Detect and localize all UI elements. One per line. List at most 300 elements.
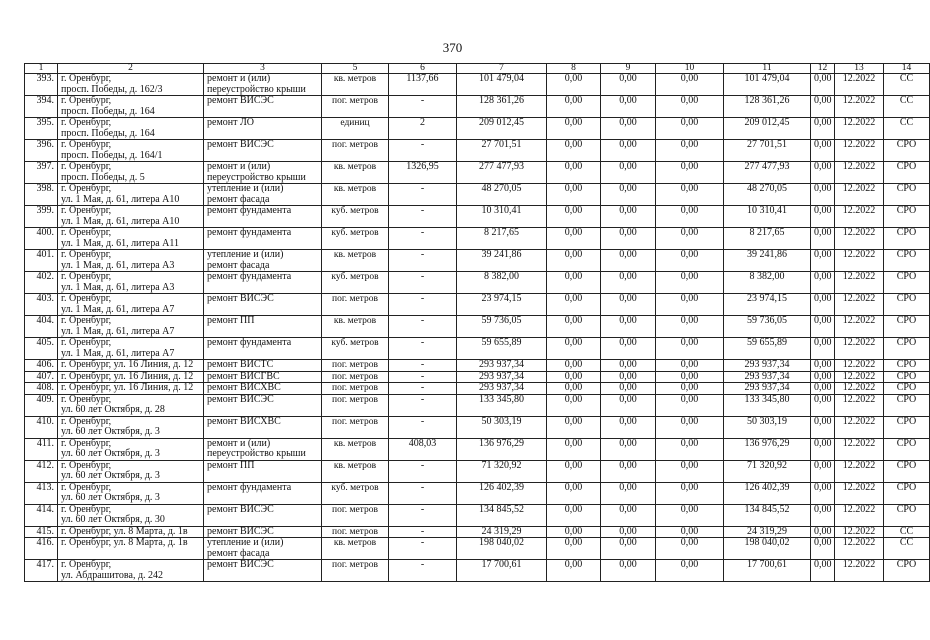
work-type-cell <box>204 140 322 162</box>
quantity-cell: - <box>389 294 457 316</box>
funding-cell: 0,00 <box>547 504 601 526</box>
unit-cell: куб. метров <box>322 482 389 504</box>
address-line: ул. 1 Мая, д. 61, литера А10 <box>61 193 180 205</box>
work-type-cell <box>204 96 322 118</box>
funding-cell: 0,00 <box>811 250 835 272</box>
column-number-row <box>25 64 930 74</box>
total-cost-cell: 17 700,61 <box>457 560 547 582</box>
column-header: 13 <box>835 64 884 74</box>
row-number-cell: 407. <box>25 371 58 383</box>
funding-cell: 0,00 <box>547 538 601 560</box>
column-header: 7 <box>457 64 547 74</box>
address-line: г. Оренбург, <box>61 315 112 326</box>
fund-method-cell: СРО <box>884 162 930 184</box>
work-line: ремонт фасада <box>207 547 270 559</box>
table-row <box>25 394 930 416</box>
funding-cell: 0,00 <box>547 460 601 482</box>
funding-cell: 0,00 <box>656 228 724 250</box>
unit-cell: пог. метров <box>322 383 389 395</box>
unit-cell: пог. метров <box>322 394 389 416</box>
funding-cell: 0,00 <box>811 338 835 360</box>
work-line: ремонт ПП <box>207 315 255 326</box>
funding-cell: 0,00 <box>601 250 656 272</box>
total-cost-cell: 293 937,34 <box>457 383 547 395</box>
funding-cell: 128 361,26 <box>724 96 811 118</box>
funding-cell: 0,00 <box>601 526 656 538</box>
table-row <box>25 96 930 118</box>
quantity-cell: - <box>389 206 457 228</box>
funding-cell: 0,00 <box>811 560 835 582</box>
table-row <box>25 206 930 228</box>
address-cell <box>58 394 204 416</box>
column-header: 1 <box>25 64 58 74</box>
funding-cell: 0,00 <box>601 482 656 504</box>
quantity-cell: 1137,66 <box>389 74 457 96</box>
total-cost-cell: 136 976,29 <box>457 438 547 460</box>
work-line: ремонт фундамента <box>207 271 292 282</box>
unit-cell: кв. метров <box>322 538 389 560</box>
table-row <box>25 526 930 538</box>
address-line: г. Оренбург, ул. 8 Марта, д. 1в <box>61 525 188 537</box>
funding-cell: 27 701,51 <box>724 140 811 162</box>
funding-cell: 0,00 <box>811 371 835 383</box>
funding-cell: 0,00 <box>601 140 656 162</box>
funding-cell: 0,00 <box>811 118 835 140</box>
address-line: г. Оренбург, <box>61 293 112 304</box>
address-line: г. Оренбург, <box>61 95 112 106</box>
work-line: ремонт фасада <box>207 193 270 205</box>
total-cost-cell: 39 241,86 <box>457 250 547 272</box>
funding-cell: 0,00 <box>601 74 656 96</box>
address-cell <box>58 338 204 360</box>
funding-cell: 24 319,29 <box>724 526 811 538</box>
funding-cell: 59 655,89 <box>724 338 811 360</box>
work-line: переустройство крыши <box>207 83 306 95</box>
funding-cell: 0,00 <box>656 416 724 438</box>
work-type-cell <box>204 460 322 482</box>
funding-cell: 8 382,00 <box>724 272 811 294</box>
address-cell <box>58 438 204 460</box>
work-type-cell <box>204 482 322 504</box>
row-number-cell: 393. <box>25 74 58 96</box>
row-number-cell: 397. <box>25 162 58 184</box>
funding-cell: 0,00 <box>547 560 601 582</box>
row-number-cell: 417. <box>25 560 58 582</box>
funding-cell: 0,00 <box>811 74 835 96</box>
funding-cell: 71 320,92 <box>724 460 811 482</box>
row-number-cell: 394. <box>25 96 58 118</box>
fund-method-cell: СРО <box>884 504 930 526</box>
total-cost-cell: 277 477,93 <box>457 162 547 184</box>
work-type-cell <box>204 74 322 96</box>
address-line: ул. 1 Мая, д. 61, литера А11 <box>61 237 180 249</box>
unit-cell: пог. метров <box>322 504 389 526</box>
date-cell: 12.2022 <box>835 371 884 383</box>
work-line: утепление и (или) <box>207 249 284 260</box>
funding-cell: 39 241,86 <box>724 250 811 272</box>
date-cell: 12.2022 <box>835 294 884 316</box>
unit-cell: пог. метров <box>322 360 389 372</box>
work-type-cell <box>204 360 322 372</box>
address-cell <box>58 526 204 538</box>
address-line: г. Оренбург, <box>61 249 112 260</box>
total-cost-cell: 27 701,51 <box>457 140 547 162</box>
funding-cell: 0,00 <box>811 184 835 206</box>
unit-cell: кв. метров <box>322 438 389 460</box>
fund-method-cell: СС <box>884 74 930 96</box>
unit-cell: кв. метров <box>322 250 389 272</box>
funding-cell: 0,00 <box>656 140 724 162</box>
address-line: ул. 1 Мая, д. 61, литера А3 <box>61 259 175 271</box>
funding-cell: 0,00 <box>547 140 601 162</box>
address-line: г. Оренбург, ул. 16 Линия, д. 12 <box>61 382 194 393</box>
funding-cell: 0,00 <box>656 360 724 372</box>
work-line: ремонт ВИСЭС <box>207 139 274 150</box>
address-line: ул. 60 лет Октября, д. 3 <box>61 470 160 481</box>
funding-cell: 0,00 <box>547 162 601 184</box>
table-row <box>25 438 930 460</box>
total-cost-cell: 8 217,65 <box>457 228 547 250</box>
address-cell <box>58 184 204 206</box>
date-cell: 12.2022 <box>835 438 884 460</box>
work-line: ремонт ВИСЭС <box>207 393 274 405</box>
total-cost-cell: 198 040,02 <box>457 538 547 560</box>
work-type-cell <box>204 228 322 250</box>
quantity-cell: - <box>389 416 457 438</box>
quantity-cell: - <box>389 184 457 206</box>
address-line: г. Оренбург, <box>61 227 112 238</box>
quantity-cell: - <box>389 371 457 383</box>
fund-method-cell: СРО <box>884 316 930 338</box>
fund-method-cell: СРО <box>884 416 930 438</box>
total-cost-cell: 23 974,15 <box>457 294 547 316</box>
address-cell <box>58 416 204 438</box>
address-cell <box>58 383 204 395</box>
row-number-cell: 395. <box>25 118 58 140</box>
address-cell <box>58 371 204 383</box>
funding-cell: 17 700,61 <box>724 560 811 582</box>
funding-cell: 0,00 <box>547 394 601 416</box>
funding-cell: 0,00 <box>656 338 724 360</box>
work-line: ремонт ЛО <box>207 117 254 128</box>
table-row <box>25 162 930 184</box>
total-cost-cell: 133 345,80 <box>457 394 547 416</box>
date-cell: 12.2022 <box>835 460 884 482</box>
row-number-cell: 401. <box>25 250 58 272</box>
address-cell <box>58 162 204 184</box>
work-line: ремонт фундамента <box>207 337 292 348</box>
funding-cell: 126 402,39 <box>724 482 811 504</box>
fund-method-cell: СРО <box>884 140 930 162</box>
address-cell <box>58 560 204 582</box>
quantity-cell: - <box>389 560 457 582</box>
quantity-cell: - <box>389 482 457 504</box>
funding-cell: 0,00 <box>547 316 601 338</box>
work-line: ремонт фундамента <box>207 205 292 216</box>
unit-cell: куб. метров <box>322 272 389 294</box>
work-line: утепление и (или) <box>207 537 284 548</box>
work-type-cell <box>204 526 322 538</box>
unit-cell: кв. метров <box>322 184 389 206</box>
unit-cell: пог. метров <box>322 96 389 118</box>
column-header: 9 <box>601 64 656 74</box>
unit-cell: кв. метров <box>322 316 389 338</box>
funding-cell: 0,00 <box>601 294 656 316</box>
unit-cell: куб. метров <box>322 206 389 228</box>
row-number-cell: 404. <box>25 316 58 338</box>
fund-method-cell: СРО <box>884 560 930 582</box>
fund-method-cell: СРО <box>884 338 930 360</box>
unit-cell: пог. метров <box>322 416 389 438</box>
funding-cell: 0,00 <box>811 538 835 560</box>
address-cell <box>58 250 204 272</box>
date-cell: 12.2022 <box>835 482 884 504</box>
work-line: ремонт ВИСХВС <box>207 415 281 427</box>
funding-cell: 0,00 <box>547 250 601 272</box>
address-cell <box>58 482 204 504</box>
address-line: просп. Победы, д. 164 <box>61 127 155 139</box>
funding-cell: 0,00 <box>601 560 656 582</box>
unit-cell: пог. метров <box>322 294 389 316</box>
address-line: г. Оренбург, <box>61 415 112 427</box>
address-line: г. Оренбург, <box>61 183 112 194</box>
date-cell: 12.2022 <box>835 383 884 395</box>
total-cost-cell: 48 270,05 <box>457 184 547 206</box>
row-number-cell: 403. <box>25 294 58 316</box>
work-line: ремонт фундамента <box>207 227 292 238</box>
funding-cell: 0,00 <box>811 460 835 482</box>
address-line: г. Оренбург, <box>61 117 112 128</box>
date-cell: 12.2022 <box>835 206 884 228</box>
address-line: г. Оренбург, <box>61 459 112 471</box>
funding-cell: 0,00 <box>811 162 835 184</box>
unit-cell: единиц <box>322 118 389 140</box>
funding-cell: 0,00 <box>656 294 724 316</box>
work-line: ремонт ВИСЭС <box>207 95 274 106</box>
funding-cell: 0,00 <box>811 526 835 538</box>
quantity-cell: 1326,95 <box>389 162 457 184</box>
fund-method-cell: СРО <box>884 228 930 250</box>
funding-cell: 0,00 <box>656 184 724 206</box>
table-row <box>25 250 930 272</box>
date-cell: 12.2022 <box>835 338 884 360</box>
address-line: просп. Победы, д. 5 <box>61 171 145 183</box>
funding-cell: 133 345,80 <box>724 394 811 416</box>
total-cost-cell: 293 937,34 <box>457 371 547 383</box>
quantity-cell: - <box>389 383 457 395</box>
address-line: г. Оренбург, <box>61 481 112 493</box>
funding-cell: 0,00 <box>547 294 601 316</box>
total-cost-cell: 59 736,05 <box>457 316 547 338</box>
fund-method-cell: СС <box>884 526 930 538</box>
funding-cell: 0,00 <box>656 74 724 96</box>
work-type-cell <box>204 394 322 416</box>
table-row <box>25 294 930 316</box>
work-line: переустройство крыши <box>207 171 306 183</box>
work-line: ремонт ВИСГВС <box>207 370 280 382</box>
date-cell: 12.2022 <box>835 538 884 560</box>
funding-cell: 0,00 <box>547 360 601 372</box>
funding-cell: 0,00 <box>547 338 601 360</box>
work-line: ремонт ВИСЭС <box>207 525 274 537</box>
funding-cell: 0,00 <box>656 272 724 294</box>
fund-method-cell: СРО <box>884 383 930 395</box>
address-cell <box>58 272 204 294</box>
table-row <box>25 140 930 162</box>
row-number-cell: 405. <box>25 338 58 360</box>
table-row <box>25 371 930 383</box>
table-row <box>25 560 930 582</box>
page-number: 370 <box>442 40 463 55</box>
work-line: ремонт ВИСЭС <box>207 503 274 515</box>
address-line: г. Оренбург, <box>61 161 112 172</box>
total-cost-cell: 71 320,92 <box>457 460 547 482</box>
total-cost-cell: 24 319,29 <box>457 526 547 538</box>
address-line: ул. 60 лет Октября, д. 30 <box>61 514 165 525</box>
address-line: г. Оренбург, <box>61 437 112 449</box>
work-type-cell <box>204 383 322 395</box>
fund-method-cell: СРО <box>884 482 930 504</box>
address-cell <box>58 140 204 162</box>
funding-cell: 134 845,52 <box>724 504 811 526</box>
unit-cell: пог. метров <box>322 560 389 582</box>
address-cell <box>58 294 204 316</box>
funding-cell: 0,00 <box>811 228 835 250</box>
unit-cell: пог. метров <box>322 371 389 383</box>
quantity-cell: - <box>389 394 457 416</box>
quantity-cell: - <box>389 526 457 538</box>
address-cell <box>58 74 204 96</box>
address-line: ул. 60 лет Октября, д. 3 <box>61 426 160 437</box>
funding-cell: 0,00 <box>547 371 601 383</box>
column-header: 3 <box>204 64 322 74</box>
row-number-cell: 411. <box>25 438 58 460</box>
quantity-cell: - <box>389 272 457 294</box>
work-line: ремонт фасада <box>207 259 270 271</box>
address-line: просп. Победы, д. 162/3 <box>61 83 163 95</box>
funding-cell: 0,00 <box>656 96 724 118</box>
table-row <box>25 74 930 96</box>
funding-cell: 0,00 <box>656 383 724 395</box>
unit-cell: кв. метров <box>322 162 389 184</box>
address-line: ул. 60 лет Октября, д. 28 <box>61 404 165 415</box>
funding-cell: 0,00 <box>547 416 601 438</box>
address-line: просп. Победы, д. 164 <box>61 105 155 117</box>
funding-cell: 293 937,34 <box>724 360 811 372</box>
work-line: ремонт и (или) <box>207 73 271 84</box>
work-line: ремонт ПП <box>207 459 255 471</box>
funding-cell: 0,00 <box>547 438 601 460</box>
work-type-cell <box>204 504 322 526</box>
funding-cell: 0,00 <box>547 383 601 395</box>
funding-cell: 0,00 <box>601 394 656 416</box>
date-cell: 12.2022 <box>835 250 884 272</box>
funding-cell: 50 303,19 <box>724 416 811 438</box>
funding-cell: 0,00 <box>811 140 835 162</box>
address-line: ул. 1 Мая, д. 61, литера А7 <box>61 347 175 359</box>
funding-cell: 0,00 <box>547 206 601 228</box>
funding-cell: 0,00 <box>601 272 656 294</box>
funding-cell: 0,00 <box>811 482 835 504</box>
address-cell <box>58 206 204 228</box>
funding-cell: 0,00 <box>811 206 835 228</box>
column-header: 12 <box>811 64 835 74</box>
table-row <box>25 184 930 206</box>
funding-cell: 0,00 <box>601 206 656 228</box>
total-cost-cell: 59 655,89 <box>457 338 547 360</box>
date-cell: 12.2022 <box>835 316 884 338</box>
funding-cell: 0,00 <box>656 560 724 582</box>
unit-cell: пог. метров <box>322 140 389 162</box>
work-type-cell <box>204 118 322 140</box>
date-cell: 12.2022 <box>835 96 884 118</box>
address-cell <box>58 316 204 338</box>
funding-cell: 0,00 <box>811 416 835 438</box>
funding-cell: 0,00 <box>547 184 601 206</box>
fund-method-cell: СРО <box>884 371 930 383</box>
funding-cell: 0,00 <box>601 460 656 482</box>
total-cost-cell: 101 479,04 <box>457 74 547 96</box>
row-number-cell: 408. <box>25 383 58 395</box>
funding-cell: 0,00 <box>811 294 835 316</box>
date-cell: 12.2022 <box>835 560 884 582</box>
fund-method-cell: СС <box>884 538 930 560</box>
work-type-cell <box>204 272 322 294</box>
address-line: ул. Абдрашитова, д. 242 <box>61 569 164 581</box>
fund-method-cell: СРО <box>884 394 930 416</box>
quantity-cell: - <box>389 338 457 360</box>
date-cell: 12.2022 <box>835 184 884 206</box>
funding-cell: 48 270,05 <box>724 184 811 206</box>
funding-cell: 0,00 <box>656 162 724 184</box>
funding-cell: 101 479,04 <box>724 74 811 96</box>
work-type-cell <box>204 294 322 316</box>
address-cell <box>58 96 204 118</box>
funding-cell: 0,00 <box>547 526 601 538</box>
table-row <box>25 360 930 372</box>
column-header: 14 <box>884 64 930 74</box>
total-cost-cell: 10 310,41 <box>457 206 547 228</box>
fund-method-cell: СРО <box>884 438 930 460</box>
funding-cell: 0,00 <box>601 316 656 338</box>
date-cell: 12.2022 <box>835 118 884 140</box>
work-line: ремонт и (или) <box>207 437 271 449</box>
work-line: ремонт и (или) <box>207 161 271 172</box>
row-number-cell: 398. <box>25 184 58 206</box>
funding-cell: 0,00 <box>656 118 724 140</box>
column-header: 8 <box>547 64 601 74</box>
address-line: ул. 60 лет Октября, д. 3 <box>61 448 160 459</box>
funding-cell: 209 012,45 <box>724 118 811 140</box>
funding-cell: 0,00 <box>656 504 724 526</box>
total-cost-cell: 50 303,19 <box>457 416 547 438</box>
unit-cell: кв. метров <box>322 74 389 96</box>
fund-method-cell: СС <box>884 96 930 118</box>
address-cell <box>58 118 204 140</box>
funding-cell: 0,00 <box>601 438 656 460</box>
work-type-cell <box>204 416 322 438</box>
funding-cell: 0,00 <box>656 250 724 272</box>
funding-cell: 0,00 <box>601 338 656 360</box>
quantity-cell: - <box>389 504 457 526</box>
total-cost-cell: 126 402,39 <box>457 482 547 504</box>
date-cell: 12.2022 <box>835 394 884 416</box>
address-line: г. Оренбург, ул. 16 Линия, д. 12 <box>61 370 194 382</box>
total-cost-cell: 209 012,45 <box>457 118 547 140</box>
work-line: ремонт фундамента <box>207 481 292 493</box>
quantity-cell: 408,03 <box>389 438 457 460</box>
column-header: 6 <box>389 64 457 74</box>
